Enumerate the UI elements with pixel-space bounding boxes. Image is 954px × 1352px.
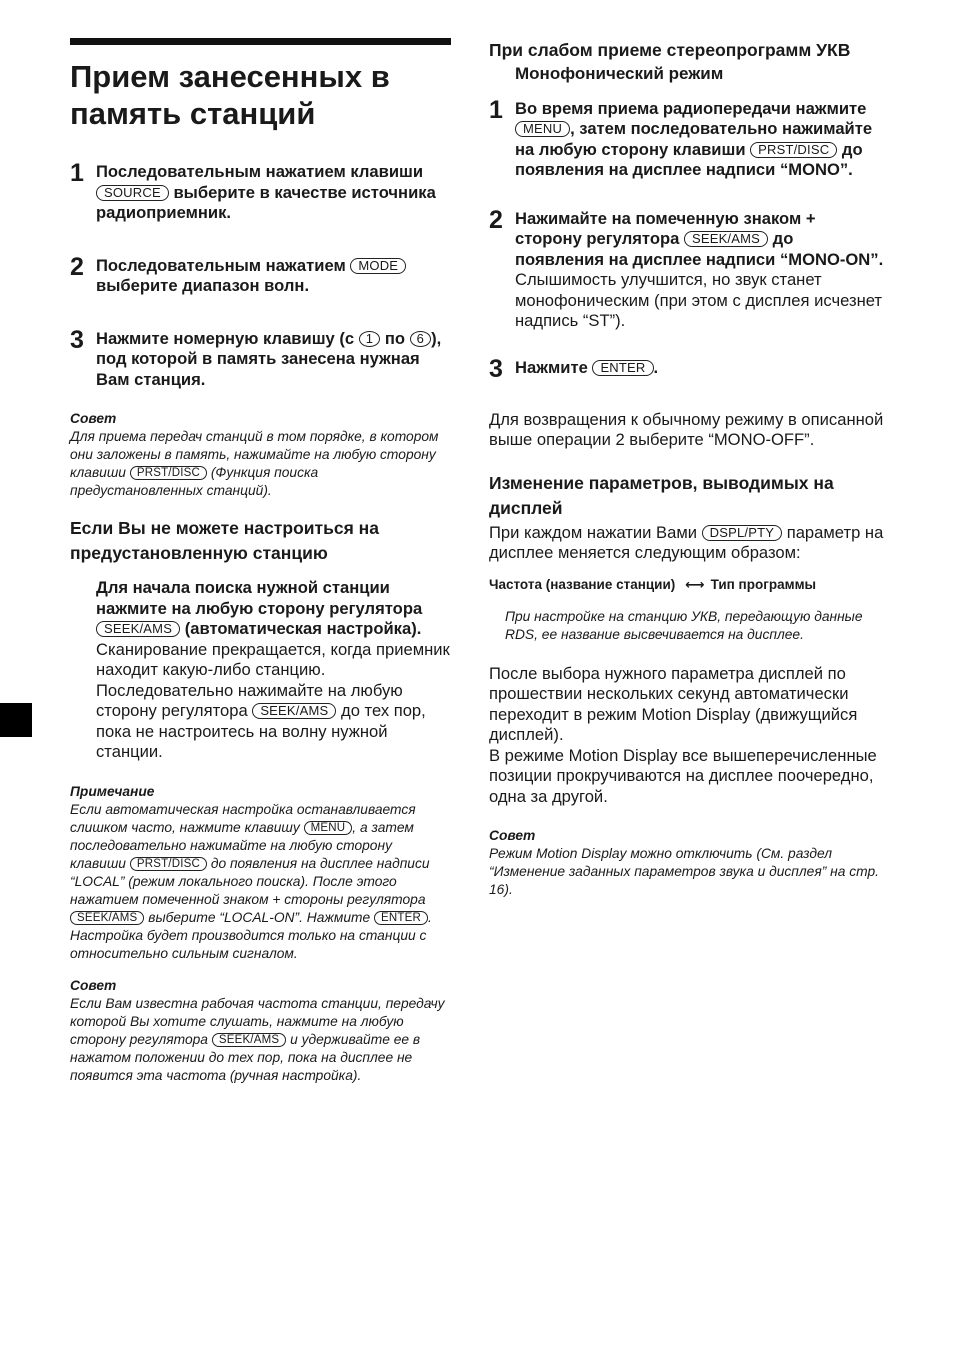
note-text: Настройка будет производится только на станции с относительно сильным сигналом. bbox=[70, 927, 427, 961]
step-text: до появления на дисплее надписи “MONO”. bbox=[515, 139, 863, 179]
note-title: Примечание bbox=[70, 783, 155, 799]
motion-display-text: После выбора нужного параметра дисплей по прошествии нескольких секунд автоматически переходит в режим Motion Display (движущийся дисплей). bbox=[489, 663, 858, 744]
step-text: . bbox=[653, 357, 659, 377]
display-desc: При каждом нажатии Вами bbox=[489, 522, 697, 542]
tip-text: Режим Motion Display можно отключить (См. раздел “Изменение заданных параметров звука и дисплея” на стр. 16). bbox=[489, 846, 879, 897]
note-text: выберите “LOCAL-ON”. Нажмите bbox=[148, 909, 371, 925]
note-local bbox=[70, 783, 451, 963]
enter-key: ENTER bbox=[374, 911, 428, 925]
note-text: , а затем последовательно нажимайте на любую сторону клавиши bbox=[70, 819, 414, 871]
double-arrow-icon: ⟷ bbox=[685, 576, 705, 592]
step-text: до появления на дисплее надписи “MONO-ON”. bbox=[515, 229, 884, 269]
step-number: 3 bbox=[70, 325, 84, 354]
step-1 bbox=[489, 95, 884, 181]
seek-ams-key: SEEK/AMS bbox=[70, 911, 144, 925]
rds-note: При настройке на станцию УКВ, передающую данные RDS, ее название высвечивается на дисплее. bbox=[505, 608, 863, 642]
sequence-program-type: Тип программы bbox=[710, 576, 817, 592]
side-tab-marker bbox=[0, 703, 32, 737]
prst-disc-key: PRST/DISC bbox=[130, 466, 207, 480]
section-title-display: Изменение параметров, выводимых на дисплей bbox=[489, 472, 834, 518]
seek-ams-key: SEEK/AMS bbox=[252, 703, 336, 719]
step-number: 3 bbox=[489, 354, 503, 383]
step-text: ), под которой в память занесена нужная Вам станция. bbox=[96, 328, 442, 389]
step-desc: Слышимость улучшится, но звук станет монофоническим (при этом с дисплея исчезнет надпись “ST”). bbox=[515, 270, 883, 330]
step-text: по bbox=[384, 328, 405, 348]
tip-title: Совет bbox=[70, 411, 117, 426]
note-text: Если автоматическая настройка останавливается слишком часто, нажмите клавишу bbox=[70, 801, 416, 835]
tip-motion-display bbox=[489, 827, 884, 899]
seek-ams-key: SEEK/AMS bbox=[684, 231, 768, 247]
step-number: 2 bbox=[489, 205, 503, 234]
step-text: Во время приема радиопередачи нажмите bbox=[515, 98, 867, 118]
step-3 bbox=[489, 354, 884, 383]
auto-desc: Сканирование прекращается, когда приемник находит какую-либо станцию. Последовательно нажимайте на любую сторону регулятора bbox=[96, 639, 450, 720]
tip-preset-search bbox=[70, 410, 451, 500]
auto-text: Для начала поиска нужной станции нажмите на любую сторону регулятора bbox=[96, 578, 423, 618]
tip-text: Если Вам известна рабочая частота станции, передачу которой Вы хотите слушать, нажмите на любую сторону регулятора bbox=[70, 995, 445, 1047]
mode-key: MODE bbox=[350, 258, 406, 274]
subtitle-mono: Монофонический режим bbox=[515, 64, 724, 83]
auto-tuning-block bbox=[70, 578, 451, 763]
step-text: Нажимайте на помеченную знаком + сторону регулятора bbox=[515, 208, 816, 248]
return-text: Для возвращения к обычному режиму в описанной выше операции 2 выберите “MONO-OFF”. bbox=[489, 409, 884, 449]
tip-text: (Функция поиска предустановленных станций). bbox=[70, 465, 319, 498]
auto-desc: до тех пор, пока не настроитесь на волну нужной станции. bbox=[96, 701, 426, 761]
sequence-frequency: Частота (название станции) bbox=[489, 576, 676, 592]
step-text: Нажмите номерную клавишу (с bbox=[96, 328, 355, 348]
note-text: . bbox=[428, 909, 432, 925]
step-text: Последовательным нажатием клавиши bbox=[96, 162, 424, 181]
prst-disc-key: PRST/DISC bbox=[130, 857, 207, 871]
left-column bbox=[70, 38, 451, 1085]
step-text: Последовательным нажатием bbox=[96, 255, 346, 275]
section-title-mono: При слабом приеме стереопрограмм УКВ bbox=[489, 40, 851, 60]
source-key: SOURCE bbox=[96, 185, 169, 201]
note-text: до появления на дисплее надписи “LOCAL” (режим локального поиска). После этого нажатием помеченной знаком + стороны регулятора bbox=[70, 855, 430, 907]
display-text bbox=[489, 523, 884, 564]
title-rule bbox=[70, 38, 451, 45]
step-text: , затем последовательно нажимайте на любую сторону клавиши bbox=[515, 119, 873, 159]
step-3 bbox=[70, 325, 451, 391]
display-desc: параметр на дисплее меняется следующим образом: bbox=[489, 522, 884, 562]
step-text: Нажмите bbox=[515, 357, 588, 377]
right-column bbox=[489, 38, 884, 899]
enter-key: ENTER bbox=[592, 360, 653, 376]
tip-text: Для приема передач станций в том порядке, в котором они заложены в память, нажимайте на любую сторону клавиши bbox=[70, 429, 439, 480]
tip-title: Совет bbox=[489, 828, 536, 843]
section-title-preset: Если Вы не можете настроиться на предустановленную станцию bbox=[70, 518, 379, 563]
step-text: выберите в качестве источника радиоприемник. bbox=[96, 182, 436, 222]
display-sequence bbox=[489, 576, 884, 594]
tip-text: и удерживайте ее в нажатом положении до тех пор, пока на дисплее не появится эта частота (ручная настройка). bbox=[70, 1031, 421, 1083]
motion-display-text-2: В режиме Motion Display все вышеперечисленные позиции прокручиваются на дисплее поочередно, одна за другой. bbox=[489, 745, 877, 806]
seek-ams-key: SEEK/AMS bbox=[96, 621, 180, 637]
step-number: 1 bbox=[489, 95, 503, 124]
menu-key: MENU bbox=[515, 121, 570, 137]
tip-manual-tuning bbox=[70, 977, 451, 1085]
seek-ams-key: SEEK/AMS bbox=[212, 1033, 286, 1047]
page-title: Прием занесенных в память станций bbox=[70, 59, 390, 131]
dspl-pty-key: DSPL/PTY bbox=[702, 525, 782, 541]
number-key-1: 1 bbox=[359, 331, 380, 347]
step-number: 2 bbox=[70, 252, 84, 281]
number-key-6: 6 bbox=[410, 331, 431, 347]
menu-key: MENU bbox=[304, 821, 353, 835]
step-number: 1 bbox=[70, 159, 84, 187]
step-2 bbox=[489, 205, 884, 332]
auto-text: (автоматическая настройка). bbox=[184, 619, 422, 638]
step-text: выберите диапазон волн. bbox=[96, 276, 310, 295]
step-2 bbox=[70, 252, 451, 297]
tip-title: Совет bbox=[70, 977, 117, 993]
step-1 bbox=[70, 159, 451, 224]
prst-disc-key: PRST/DISC bbox=[750, 142, 837, 158]
